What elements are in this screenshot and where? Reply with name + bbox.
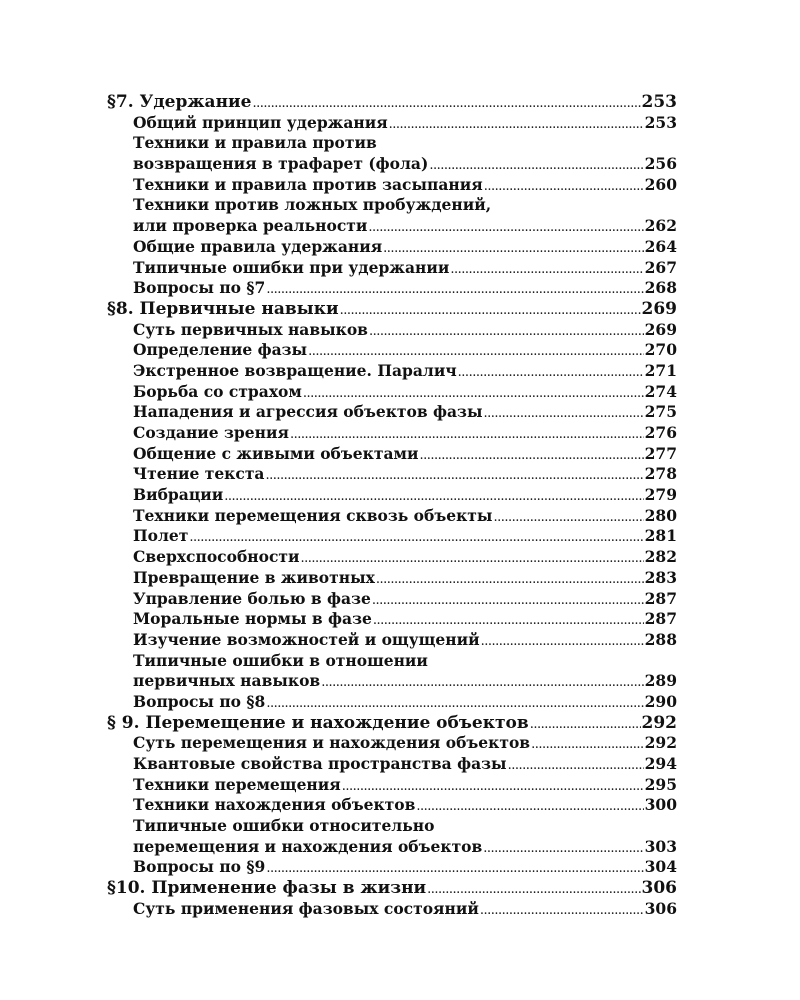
dot-leader [484,177,644,198]
toc-subsection-entry [107,775,677,796]
toc-subsection-entry [107,423,677,444]
toc-subsection-entry [107,857,677,878]
toc-entry-title: Борьба со страхом [133,381,302,401]
toc-entry-title: Полет [133,526,189,546]
toc-page-number: 279 [644,485,677,505]
toc-page-number: 271 [644,360,677,380]
dot-leader [303,384,644,405]
toc-entry-title: §10. Применение фазы в жизни [107,878,427,899]
toc-page-number: 289 [644,671,677,691]
toc-page-number: 306 [641,878,677,899]
toc-section-entry [107,299,677,320]
dot-leader [290,425,644,446]
toc-page-number: 274 [644,381,677,401]
dot-leader [342,777,644,798]
toc-entry-title: Техники и правила против [133,133,377,153]
toc-subsection-entry [107,609,677,630]
toc-subsection-entry [107,320,677,341]
toc-entry-title: Чтение текста [133,464,265,484]
toc-subsection-entry [107,340,677,361]
dot-leader [493,508,643,529]
table-of-contents [107,92,677,920]
toc-subsection-entry [107,278,677,299]
toc-page-number: 269 [644,319,677,339]
toc-page-number: 300 [644,795,677,815]
dot-leader [483,839,643,860]
toc-page-number: 260 [644,174,677,194]
toc-page-number: 268 [644,278,677,298]
toc-entry-title: Техники перемещения сквозь объекты [133,505,493,525]
toc-entry-title: Вопросы по §9 [133,857,266,877]
toc-entry-title: Нападения и агрессия объектов фазы [133,402,483,422]
toc-subsection-entry [107,589,677,610]
dot-leader [308,342,644,363]
toc-entry-title: Общие правила удержания [133,236,383,256]
toc-entry-title: Типичные ошибки в отношении [133,650,428,670]
dot-leader [531,735,644,756]
toc-page-number: 282 [644,547,677,567]
dot-leader [252,94,640,115]
toc-subsection-entry [107,258,677,279]
toc-entry-title: Типичные ошибки относительно [133,816,435,836]
toc-subsection-entry [107,402,677,423]
toc-page-number: 287 [644,588,677,608]
toc-entry-title: §7. Удержание [107,92,252,112]
toc-entry-title: Сверхспособности [133,547,300,567]
dot-leader [266,280,643,301]
toc-entry-title: Общение с живыми объектами [133,443,419,463]
toc-subsection-entry [107,795,677,816]
toc-page-number: 264 [644,236,677,256]
toc-entry-title: Общий принцип удержания [133,112,388,132]
toc-subsection-entry [107,382,677,403]
toc-entry-title: Управление болью в фазе [133,588,371,608]
toc-page-number: 253 [644,112,677,132]
dot-leader [368,218,643,239]
dot-leader [189,528,643,549]
toc-entry-title: Техники перемещения [133,774,341,794]
toc-page-number: 290 [644,691,677,711]
toc-subsection-entry [107,113,677,134]
toc-subsection-entry [107,547,677,568]
toc-page-number: 287 [644,609,677,629]
toc-entry-title: Изучение возможностей и ощущений [133,629,480,649]
toc-page-number: 283 [644,567,677,587]
toc-entry-title: § 9. Перемещение и нахождение объектов [107,712,529,733]
toc-section-entry [107,713,677,734]
toc-entry-title: Вопросы по §8 [133,691,266,711]
toc-entry-title: Экстренное возвращение. Паралич [133,360,457,380]
toc-subsection-entry [107,464,677,485]
dot-leader [484,404,644,425]
toc-entry-title: Моральные нормы в фазе [133,609,372,629]
toc-section-entry [107,92,677,113]
toc-subsection-entry [107,899,677,920]
toc-subsection-entry [107,485,677,506]
dot-leader [450,260,643,281]
toc-subsection-entry [107,361,677,382]
toc-entry-title: Техники против ложных пробуждений, [133,195,492,215]
dot-leader [340,301,641,322]
dot-leader [266,859,643,880]
toc-entry-title: Определение фазы [133,340,308,360]
toc-entry-title: Суть применения фазовых состояний [133,898,479,918]
toc-page-number: 281 [644,526,677,546]
dot-leader [429,156,643,177]
toc-subsection-entry [107,133,677,154]
toc-entry-title: Вопросы по §7 [133,278,266,298]
toc-page-number: 306 [644,898,677,918]
dot-leader [376,570,644,591]
dot-leader [508,756,644,777]
toc-entry-title: перемещения и нахождения объектов [133,836,483,856]
toc-subsection-entry [107,837,677,858]
toc-page-number: 277 [644,443,677,463]
toc-entry-title: §8. Первичные навыки [107,298,339,319]
toc-page-number: 256 [644,154,677,174]
toc-page-number: 276 [644,423,677,442]
toc-subsection-entry [107,754,677,775]
dot-leader [369,322,644,343]
dot-leader [481,632,644,653]
dot-leader [389,115,644,136]
dot-leader [372,591,644,612]
toc-entry-title: Превращение в животных [133,567,375,587]
toc-page-number: 262 [644,216,677,236]
toc-subsection-entry [107,630,677,651]
toc-page-number: 253 [641,92,677,112]
toc-page-number: 303 [644,836,677,856]
toc-page-number: 278 [644,464,677,484]
toc-page-number: 267 [644,257,677,277]
dot-leader [383,239,643,260]
toc-entry-title: возвращения в трафарет (фола) [133,154,429,174]
dot-leader [301,549,644,570]
toc-entry-title: Создание зрения [133,423,289,442]
toc-page-number: 295 [644,774,677,794]
toc-section-entry [107,878,677,899]
toc-subsection-entry [107,568,677,589]
toc-entry-title: Техники и правила против засыпания [133,174,483,194]
dot-leader [266,694,643,715]
dot-leader [427,880,640,901]
dot-leader [321,673,643,694]
toc-page-number: 304 [644,857,677,877]
dot-leader [530,715,641,736]
dot-leader [480,901,644,922]
toc-subsection-entry [107,526,677,547]
toc-subsection-entry [107,216,677,237]
toc-page-number: 288 [644,629,677,649]
toc-entry-title: или проверка реальности [133,216,368,236]
dot-leader [265,466,643,487]
dot-leader [458,363,644,384]
toc-entry-title: Суть перемещения и нахождения объектов [133,733,531,753]
toc-entry-title: Техники нахождения объектов [133,795,416,815]
toc-page-number: 270 [644,340,677,360]
dot-leader [224,487,643,508]
toc-page-number: 280 [644,505,677,525]
dot-leader [416,797,643,818]
toc-subsection-entry [107,671,677,692]
toc-entry-title: первичных навыков [133,671,321,691]
toc-entry-title: Типичные ошибки при удержании [133,257,450,277]
toc-subsection-entry [107,195,677,216]
toc-subsection-entry [107,733,677,754]
toc-subsection-entry [107,816,677,837]
toc-page-number: 275 [644,402,677,422]
toc-subsection-entry [107,506,677,527]
toc-entry-title: Суть первичных навыков [133,319,368,339]
toc-subsection-entry [107,692,677,713]
dot-leader [419,446,643,467]
toc-entry-title: Вибрации [133,485,224,505]
toc-subsection-entry [107,154,677,175]
toc-subsection-entry [107,175,677,196]
toc-page-number: 292 [641,712,677,733]
toc-page-number: 294 [644,754,677,773]
toc-subsection-entry [107,237,677,258]
toc-page-number: 269 [641,298,677,319]
toc-entry-title: Квантовые свойства пространства фазы [133,754,507,773]
toc-subsection-entry [107,651,677,672]
toc-page-number: 292 [644,733,677,753]
dot-leader [373,611,644,632]
toc-subsection-entry [107,444,677,465]
